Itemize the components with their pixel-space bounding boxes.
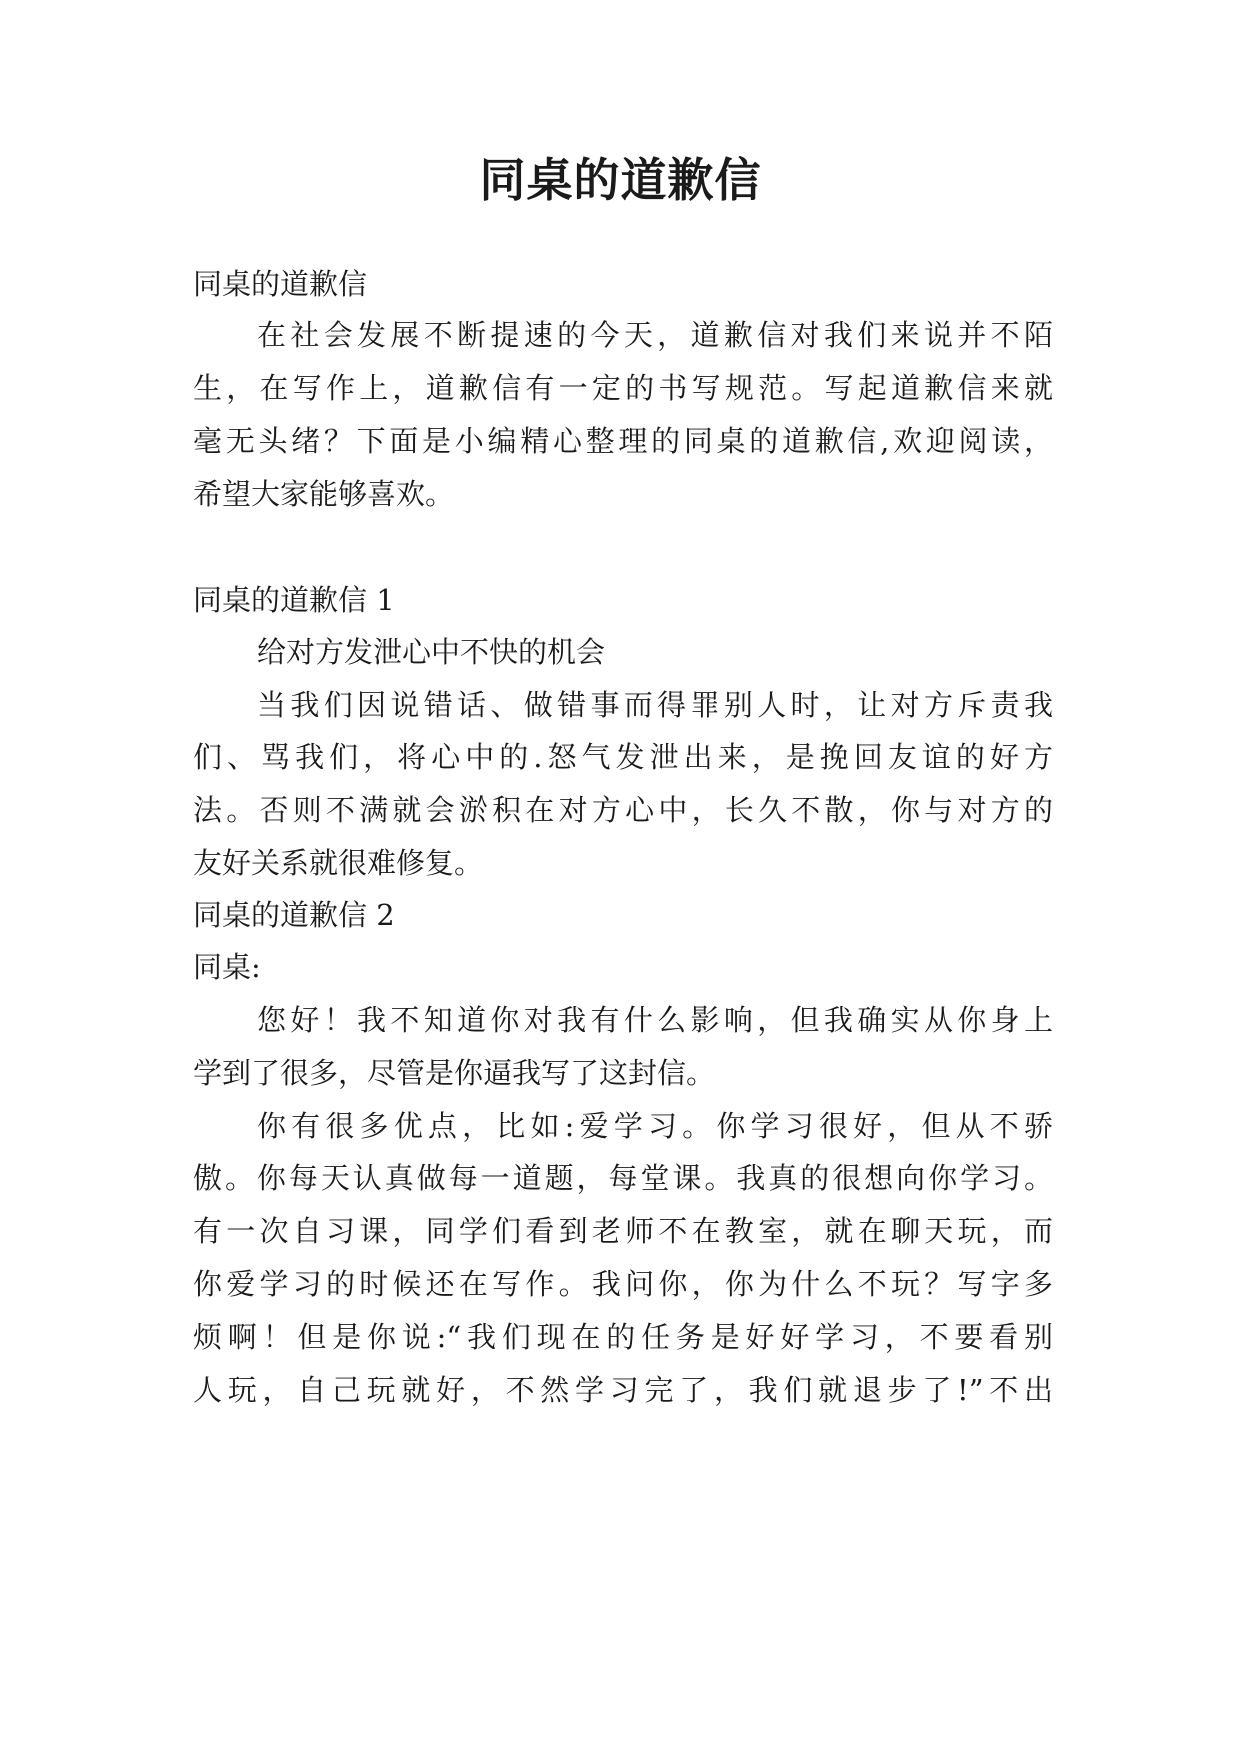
paragraph-line: 烦啊！但是你说:“我们现在的任务是好好学习，不要看别: [193, 1320, 1053, 1354]
paragraph-line: 人玩，自己玩就好，不然学习完了，我们就退步了!”不出: [193, 1373, 1053, 1407]
paragraph-line: 你爱学习的时候还在写作。我问你，你为什么不玩？写字多: [193, 1267, 1053, 1301]
section-heading-1: 同桌的道歉信 1: [193, 583, 395, 617]
paragraph-line: 毫无头绪？下面是小编精心整理的同桌的道歉信,欢迎阅读，: [193, 424, 1053, 458]
section-heading-2: 同桌的道歉信 2: [193, 898, 395, 932]
paragraph-line: 们、骂我们，将心中的.怒气发泄出来，是挽回友谊的好方: [193, 740, 1053, 774]
paragraph-line: 友好关系就很难修复。: [193, 846, 484, 880]
paragraph-line: 给对方发泄心中不快的机会: [257, 635, 606, 669]
letter-salutation: 同桌:: [193, 950, 261, 984]
paragraph-line: 学到了很多，尽管是你逼我写了这封信。: [193, 1056, 716, 1090]
paragraph-line: 在社会发展不断提速的今天，道歉信对我们来说并不陌: [257, 318, 1053, 352]
paragraph-line: 有一次自习课，同学们看到老师不在教室，就在聊天玩，而: [193, 1214, 1053, 1248]
document-title: 同桌的道歉信: [479, 153, 762, 207]
paragraph-line: 当我们因说错话、做错事而得罪别人时，让对方斥责我: [257, 688, 1053, 722]
section-heading-intro: 同桌的道歉信: [193, 267, 368, 301]
paragraph-line: 傲。你每天认真做每一道题，每堂课。我真的很想向你学习。: [193, 1161, 1053, 1195]
paragraph-line: 您好！我不知道你对我有什么影响，但我确实从你身上: [257, 1003, 1053, 1037]
paragraph-line: 法。否则不满就会淤积在对方心中，长久不散，你与对方的: [193, 793, 1053, 827]
paragraph-line: 生，在写作上，道歉信有一定的书写规范。写起道歉信来就: [193, 371, 1053, 405]
paragraph-line: 你有很多优点，比如:爱学习。你学习很好，但从不骄: [257, 1109, 1053, 1143]
paragraph-line: 希望大家能够喜欢。: [193, 477, 455, 511]
